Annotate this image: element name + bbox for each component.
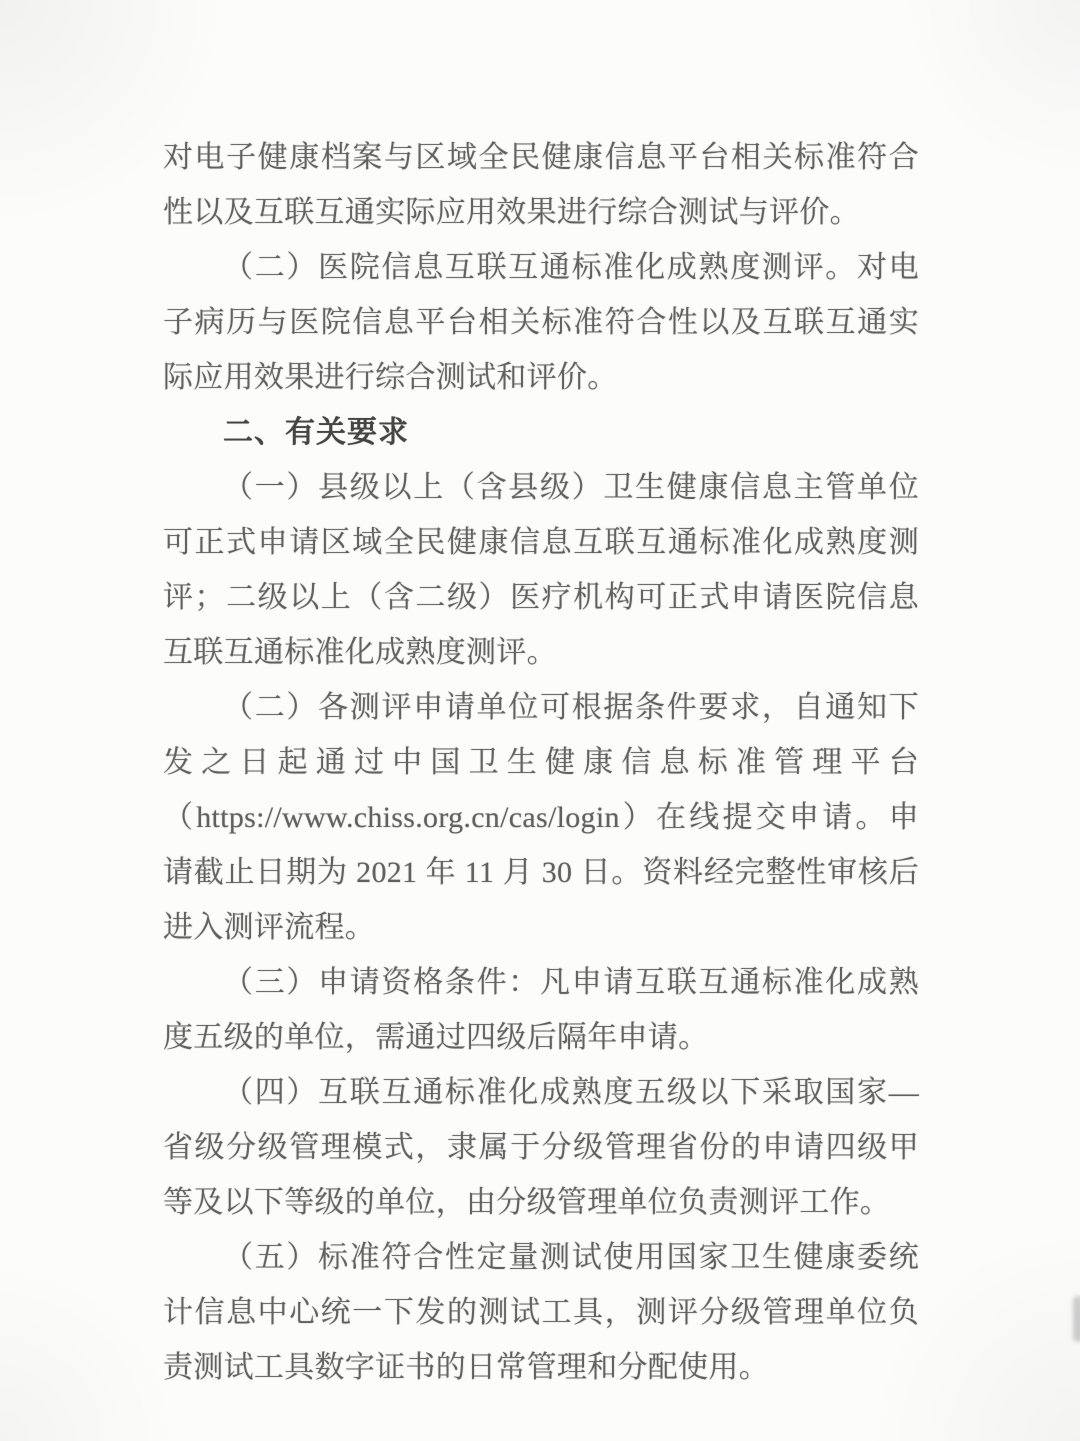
document-body xyxy=(163,130,919,1395)
paragraph: （二）医院信息互联互通标准化成熟度测评。对电子病历与医院信息平台相关标准符合性以及互联互通实际应用效果进行综合测试和评价。 xyxy=(163,251,919,394)
paragraph: （三）申请资格条件：凡申请互联互通标准化成熟度五级的单位，需通过四级后隔年申请。 xyxy=(163,966,919,1054)
paragraph: （二）各测评申请单位可根据条件要求，自通知下发之日起通过中国卫生健康信息标准管理平台（https://www.chiss.org.cn/cas/login）在线提交申请。申请截止日期为 2021 年 11 月 30 日。资料经完整性审核后进入测评流程。 xyxy=(163,691,919,944)
paragraph: （五）标准符合性定量测试使用国家卫生健康委统计信息中心统一下发的测试工具，测评分级管理单位负责测试工具数字证书的日常管理和分配使用。 xyxy=(163,1241,919,1384)
paragraph: （四）互联互通标准化成熟度五级以下采取国家—省级分级管理模式，隶属于分级管理省份的申请四级甲等及以下等级的单位，由分级管理单位负责测评工作。 xyxy=(163,1076,919,1219)
paragraph: （一）县级以上（含县级）卫生健康信息主管单位可正式申请区域全民健康信息互联互通标准化成熟度测评；二级以上（含二级）医疗机构可正式申请医院信息互联互通标准化成熟度测评。 xyxy=(163,471,919,669)
scan-edge-artifact xyxy=(1073,1296,1080,1342)
section-heading: 二、有关要求 xyxy=(223,416,409,449)
paragraph: 对电子健康档案与区域全民健康信息平台相关标准符合性以及互联互通实际应用效果进行综合测试与评价。 xyxy=(163,141,919,229)
